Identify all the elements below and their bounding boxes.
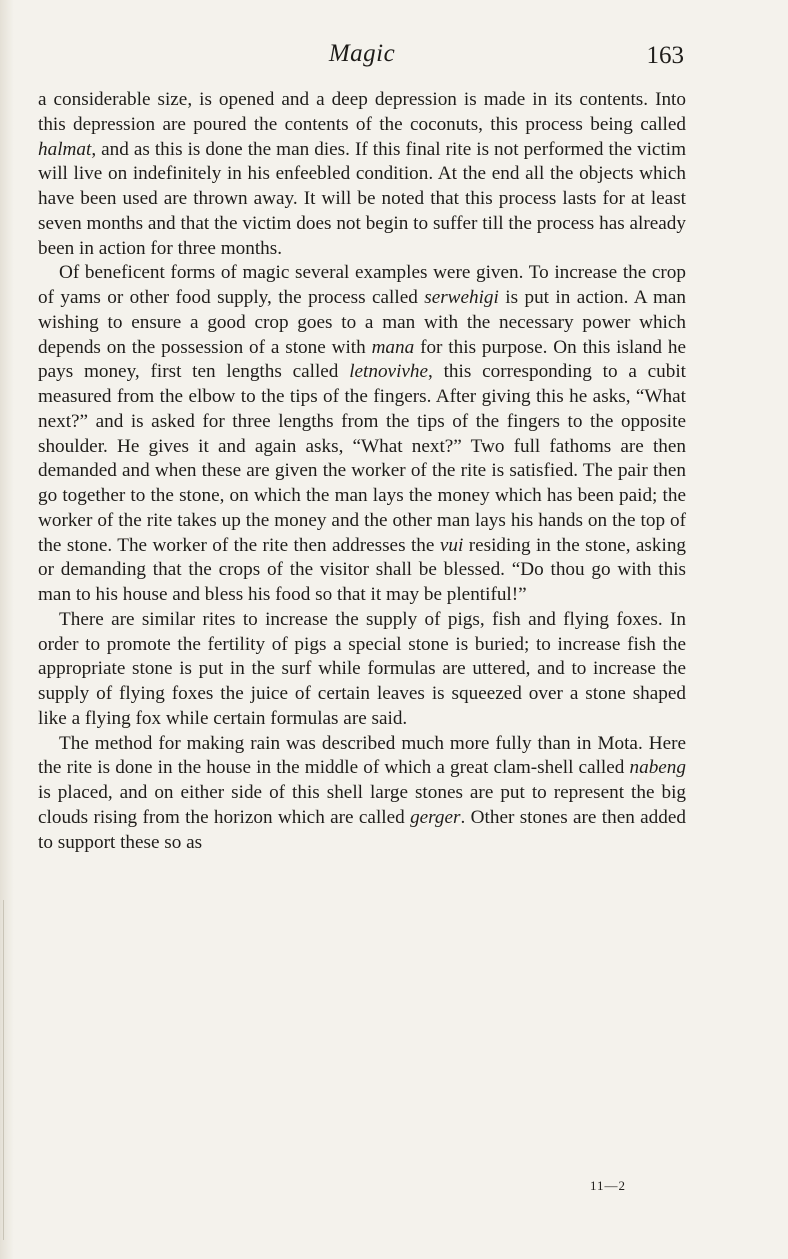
text-run: . Other stones are then added to support these so as <box>38 806 686 853</box>
italic-term: halmat <box>38 138 92 160</box>
binding-mark <box>3 900 6 1240</box>
paragraph <box>38 88 686 261</box>
text-run: residing in the stone, asking or demanding that the crops of the visitor shall be blessed. “Do thou go with this man to his house and bless his food so that it may be plentiful!” <box>38 534 687 605</box>
text-run: for this purpose. On this island he pays money, first ten lengths called <box>38 336 686 383</box>
paragraph <box>38 261 686 608</box>
italic-term: vui <box>439 534 464 556</box>
italic-term: letnovivhe <box>349 361 429 383</box>
running-title: Magic <box>328 40 396 67</box>
page-number: 163 <box>646 42 684 69</box>
text-run: a considerable size, is opened and a deep depression is made in its contents. Into this depression are poured the contents of the coconuts, this process being called <box>38 89 686 135</box>
running-head <box>38 38 686 78</box>
text-run: is put in action. A man wishing to ensure a good crop goes to a man with the necessary power which depends on the possession of a stone with <box>38 287 686 358</box>
italic-term: serwehigi <box>424 287 499 308</box>
text-run: Of beneficent forms of magic several examples were given. To increase the crop of yams or other food supply, the process called <box>38 262 686 308</box>
italic-term: gerger <box>410 806 461 828</box>
text-run: There are similar rites to increase the supply of pigs, fish and flying foxes. In order to promote the fertility of pigs a special stone is buried; to increase fish the appropriate stone is put in the surf while formulas are uttered, and to increase the supply of flying foxes the juice of certain leaves is squeezed over a stone shaped like a flying fox while certain formulas are said. <box>38 608 686 729</box>
body-text <box>38 88 686 855</box>
paragraph <box>38 608 686 732</box>
text-run: , and as this is done the man dies. If this final rite is not performed the victim will live on indefinitely in his enfeebled condition. At the end all the objects which have been used are thrown away. It will be noted that this process lasts for at least seven months and that the victim does not begin to suffer till the process has already been in action for three months. <box>38 138 686 259</box>
text-run: The method for making rain was described much more fully than in Mota. Here the rite is done in the house in the middle of which a great clam-shell called <box>38 732 686 779</box>
text-run: , this corresponding to a cubit measured from the elbow to the tips of the fingers. After giving this he asks, “What next?” and is asked for three lengths from the tips of the fingers to the opposite shoulder. He gives it and again asks, “What next?” Two full fathoms are then demanded and when these are given the worker of the rite is satisfied. The pair then go together to the stone, on which the man lays the money which has been paid; the worker of the rite takes up the money and the other man lays his hands on the top of the stone. The worker of the rite then addresses the <box>38 361 687 556</box>
italic-term: mana <box>371 336 415 358</box>
italic-term: nabeng <box>629 757 686 779</box>
signature-mark: 11—2 <box>590 1178 627 1193</box>
paragraph <box>38 732 686 856</box>
text-run: is placed, and on either side of this shell large stones are put to represent the big clouds rising from the horizon which are called <box>38 782 686 828</box>
